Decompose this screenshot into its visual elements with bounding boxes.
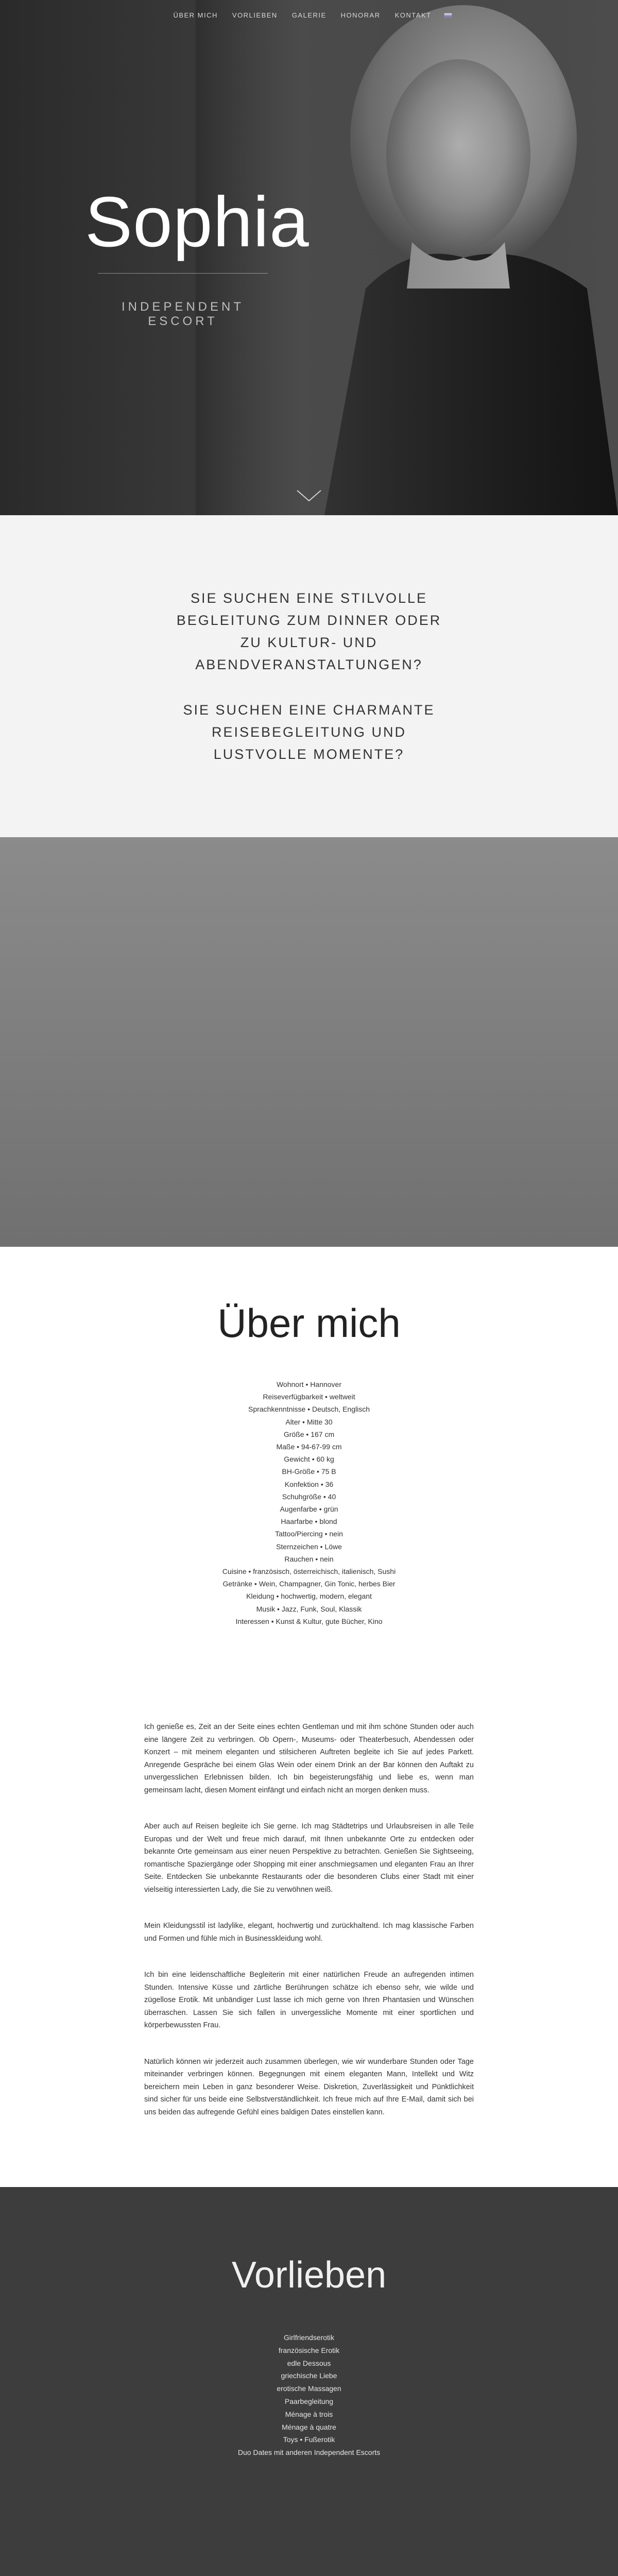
nav-item-kontakt[interactable]: KONTAKT [394,11,432,19]
nav-item-ueber-mich[interactable]: ÜBER MICH [173,11,218,19]
fact-item: Augenfarbe • grün [280,1505,338,1514]
fact-item: Haarfarbe • blond [281,1517,337,1526]
vorlieben-section [0,2187,618,2576]
nav-item-vorlieben[interactable]: VORLIEBEN [232,11,278,19]
flag-icon[interactable] [444,13,452,18]
vorlieben-title: Vorlieben [231,2255,387,2296]
about-title: Über mich [217,1300,401,1346]
fact-item: Gewicht • 60 kg [284,1455,334,1464]
fact-item: Schuhgröße • 40 [282,1492,336,1501]
fact-item: Größe • 167 cm [283,1430,335,1438]
vorlieben-item: französische Erotik [278,2346,340,2354]
fact-item: Wohnort • Hannover [276,1380,342,1388]
fact-item: Alter • Mitte 30 [285,1417,333,1426]
vorlieben-list [0,2331,618,2459]
fact-item: Sprachkenntnisse • Deutsch, Englisch [248,1405,370,1414]
about-paragraph: Natürlich können wir jederzeit auch zusammen überlegen, wie wir wunderbare Stunden oder Tage miteinander verbringen können. Begegnungen mit einem eleganten Mann, Intellekt und Witz bereichern mein Leben in ganz besonderer Weise. Diskretion, Zuverlässigkeit und Pünktlichkeit sind sicher für uns beide eine Selbstverständlichkeit. Ich freue mich auf Ihre E-Mail, damit sich bei uns beiden das aufregende Gefühl eines baldigen Dates einstellen kann. [144,2057,474,2116]
hero-title: Sophia [85,182,310,262]
about-text-block [144,1721,474,2119]
fact-item: Sternzeichen • Löwe [276,1542,342,1551]
vorlieben-item: Duo Dates mit anderen Independent Escorts [237,2448,381,2457]
vorlieben-item: erotische Massagen [277,2384,341,2393]
vorlieben-item: Paarbegleitung [284,2397,334,2405]
fact-item: Interessen • Kunst & Kultur, gute Bücher, Kino [235,1617,383,1625]
vorlieben-item: Girlfriendserotik [283,2333,335,2342]
nav-item-honorar[interactable]: HONORAR [340,11,381,19]
intro-question-dinner: SIE SUCHEN EINE STILVOLLE BEGLEITUNG ZUM DINNER ODER ZU KULTUR- UND ABENDVERANSTALTUNGEN? [176,590,442,672]
fact-item: Rauchen • nein [284,1554,334,1563]
vorlieben-item: Ménage à trois [285,2410,333,2418]
fact-item: Maße • 94-67-99 cm [276,1443,342,1451]
vorlieben-item: edle Dessous [287,2359,331,2367]
about-paragraph: Mein Kleidungsstil ist ladylike, elegant, hochwertig und zurückhaltend. Ich mag klassische Farben und Formen und fühle mich in Businesskleidung wohl. [144,1922,474,1943]
fact-item: Getränke • Wein, Champagner, Gin Tonic, herbes Bier [222,1580,396,1588]
nav-item-galerie[interactable]: GALERIE [291,11,327,19]
fact-item: Reiseverfügbarkeit • weltweit [263,1393,355,1401]
vorlieben-item: griechische Liebe [281,2371,337,2380]
hero-divider [98,273,268,274]
parallax-image-section [0,837,618,1247]
vorlieben-item: Ménage à quatre [282,2422,336,2431]
fact-item: Musik • Jazz, Funk, Soul, Klassik [256,1604,362,1613]
fact-item: BH-Größe • 75 B [282,1467,336,1476]
fact-item: Kleidung • hochwertig, modern, elegant [246,1592,372,1601]
about-facts-list [0,1378,618,1628]
about-paragraph: Ich genieße es, Zeit an der Seite eines echten Gentleman und mit ihm schöne Stunden oder auch eine längere Zeit zu verbringen. Ob Opern-, Museums- oder Theaterbesuch, Abendessen oder Konzert – mit meinem eleganten und stilsicheren Auftreten begleite ich Sie auf jedes Parkett. Anregende Gespräche bei einem Glas Wein oder einem Drink an der Bar können den Auftakt zu unvergesslichen Erlebnissen bilden. Ich bin begeisterungsfähig und liebe es, wenn man gemeinsam lacht, diesen Moment einfängt und einfach nicht an morgen denken muss. [144,1723,474,1794]
about-paragraph: Ich bin eine leidenschaftliche Begleiterin mit einer natürlichen Freude an aufregenden intimen Stunden. Intensive Küsse und zärtliche Berührungen schätze ich ebenso sehr, wie wilde und zügellose Erotik. Mit unbändiger Lust lasse ich mich gerne von Ihren Phantasien und Wünschen überraschen. Lassen Sie sich fallen in unvergessliche Momente mit einer sportlichen und körperbewussten Frau. [144,1971,474,2029]
fact-item: Tattoo/Piercing • nein [275,1530,343,1538]
hero-section [0,0,618,515]
intro-question-travel: SIE SUCHEN EINE CHARMANTE REISEBEGLEITUNG UND LUSTVOLLE MOMENTE? [183,702,435,762]
main-navigation [0,0,618,31]
fact-item: Cuisine • französisch, österreichisch, italienisch, Sushi [222,1567,396,1576]
about-paragraph: Aber auch auf Reisen begleite ich Sie gerne. Ich mag Städtetrips und Urlaubsreisen in alle Teile Europas und der Welt und freue mich darauf, mit Ihnen unbekannte Orte zu entdecken oder bekannte Orte gemeinsam aus einer neuen Perspektive zu betrachten. Genießen Sie Sightseeing, romantische Spaziergänge oder Shopping mit einer anschmiegsamen und eleganten Frau an Ihrer Seite. Entdecken Sie unbekannte Restaurants oder die besonderen Clubs einer Stadt mit einer vielseitig interessierten Lady, die Sie zu verwöhnen weiß. [144,1822,474,1894]
chevron-down-icon[interactable] [296,489,322,503]
about-section [0,1247,618,2187]
fact-item: Konfektion • 36 [284,1480,334,1488]
vorlieben-item: Toys • Fußerotik [283,2435,335,2444]
intro-section [0,515,618,837]
hero-subtitle: INDEPENDENT ESCORT [121,300,245,328]
